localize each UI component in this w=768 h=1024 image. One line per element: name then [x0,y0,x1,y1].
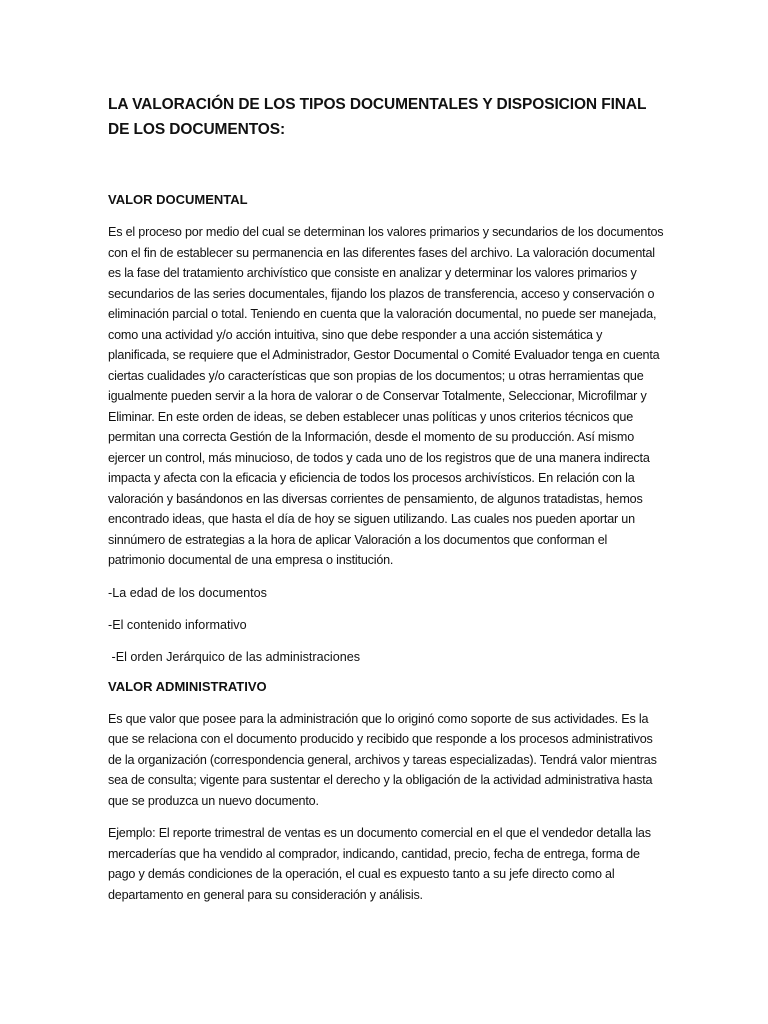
document-page [108,92,664,905]
spacer [108,811,664,823]
list-item-edad: -La edad de los documentos [108,585,267,600]
document-title: LA VALORACIÓN DE LOS TIPOS DOCUMENTALES Y DISPOSICION FINAL DE LOS DOCUMENTOS: [108,96,647,138]
spacer [108,697,664,709]
spacer [108,210,664,222]
paragraph-valor-administrativo: Es que valor que posee para la administración que lo originó como soporte de sus actividades. Es la que se relaciona con el documento producido y recibido que responde a los procesos administrativos de la organización (correspondencia general, archivos y tareas especializadas). Tendrá valor mientras sea de consulta; vigente para sustentar el derecho y la obligación de la actividad administrativa hasta que se produzca un nuevo documento. [108,711,657,808]
heading-valor-administrativo: VALOR ADMINISTRATIVO [108,678,267,694]
spacer [108,571,664,583]
spacer [108,142,664,190]
spacer [108,635,664,647]
list-item-contenido: -El contenido informativo [108,617,247,632]
paragraph-valor-documental: Es el proceso por medio del cual se determinan los valores primarios y secundarios de los documentos con el fin de establecer su permanencia en las diferentes fases del archivo. La valoración documental es la fase del tratamiento archivístico que consiste en analizar y determinar los valores primarios y secundarios de las series documentales, fijando los plazos de transferencia, acceso y conservación o eliminación parcial o total. Teniendo en cuenta que la valoración documental, no puede ser manejada, como una actividad y/o acción intuitiva, sino que debe responder a una acción sistemática y planificada, se requiere que el Administrador, Gestor Documental o Comité Evaluador tenga en cuenta ciertas cualidades y/o características que son propias de los documentos; u otras herramientas que igualmente pueden servir a la hora de valorar o de Conservar Totalmente, Seleccionar, Microfilmar y Eliminar. En este orden de ideas, se deben establecer unas políticas y unos criterios técnicos que permitan una correcta Gestión de la Información, desde el momento de su producción. Así mismo ejercer un control, más minucioso, de todos y cada uno de los registros que de una manera indirecta impacta y afecta con la eficacia y eficiencia de todos los procesos archivísticos. En relación con la valoración y basándonos en las diversas corrientes de pensamiento, de algunos tratadistas, hemos encontrado ideas, que hasta el día de hoy se siguen utilizando. Las cuales nos pueden aportar un sinnúmero de estrategias a la hora de aplicar Valoración a los documentos que conforman el patrimonio documental de una empresa o institución. [108,225,664,567]
paragraph-ejemplo: Ejemplo: El reporte trimestral de ventas es un documento comercial en el que el vendedor detalla las mercaderías que ha vendido al comprador, indicando, cantidad, precio, fecha de entrega, forma de pago y demás condiciones de la operación, el cual es expuesto tanto a su jefe directo como al departamento en general para su consideración y análisis. [108,826,651,902]
spacer [108,667,664,677]
heading-valor-documental: VALOR DOCUMENTAL [108,192,248,207]
spacer [108,603,664,615]
list-item-orden: -El orden Jerárquico de las administraciones [108,649,360,664]
